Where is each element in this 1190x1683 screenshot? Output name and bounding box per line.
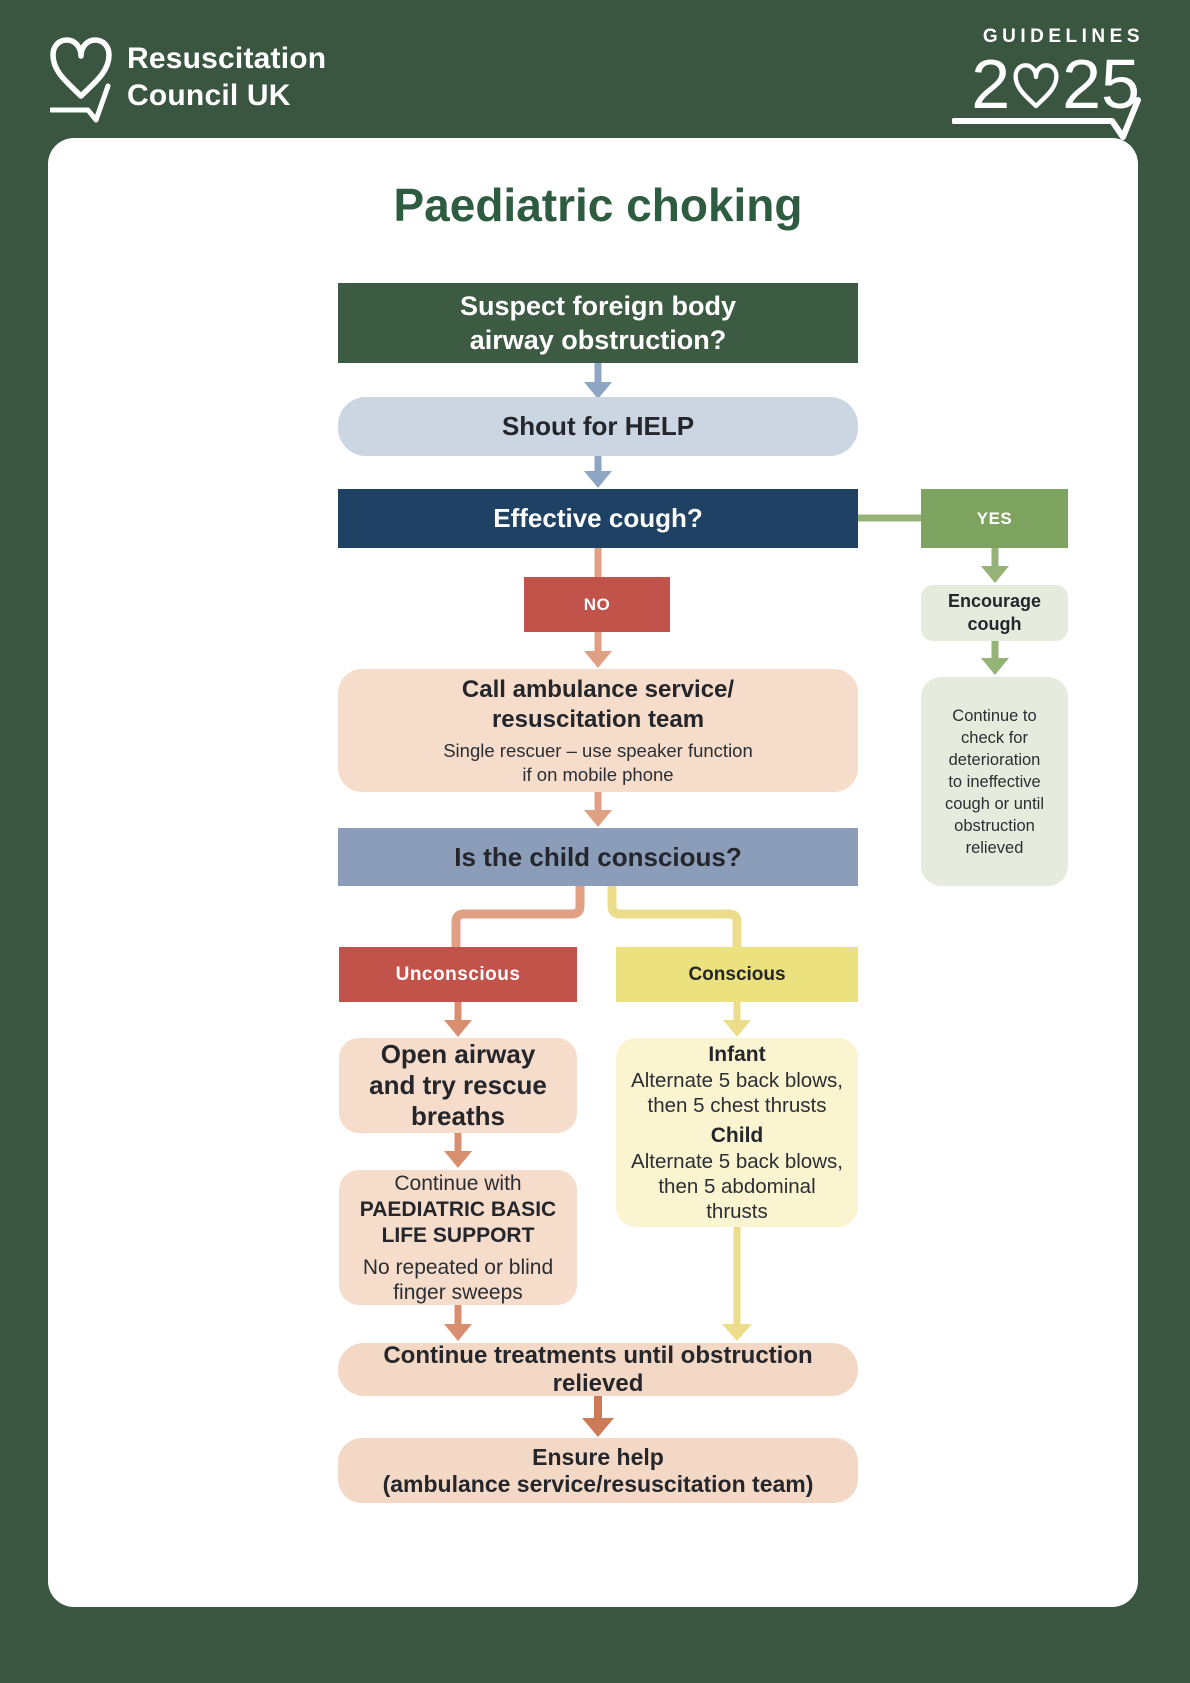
arrow-no-to-call [584, 632, 612, 668]
continue-check-line: to ineffective [948, 772, 1041, 791]
arrow-yes-to-encourage [981, 548, 1009, 583]
year-digit-left: 2 [971, 45, 1011, 123]
continue-check-line: check for [961, 728, 1028, 747]
continue-check-line: Continue to [952, 706, 1037, 725]
brand-line-2: Council UK [127, 79, 291, 112]
continue-check-line: relieved [965, 838, 1024, 857]
no-box [524, 577, 670, 632]
arrow-open-airway-to-pbls [444, 1133, 472, 1168]
brand-line-1: Resuscitation [127, 42, 327, 75]
pbls-note-line-2: finger sweeps [393, 1280, 523, 1304]
continue-check-box [921, 677, 1068, 886]
call-sub-line-1: Single rescuer – use speaker function [443, 739, 753, 761]
pbls-box [339, 1170, 577, 1305]
elbow-question-to-unconscious [456, 886, 580, 947]
continue-check-line: obstruction [954, 816, 1035, 835]
suspect-obstruction-box [338, 283, 858, 363]
shout-for-help-box [338, 397, 858, 456]
infant-heading: Infant [708, 1042, 766, 1066]
pbls-note-line-1: No repeated or blind [362, 1255, 554, 1279]
no-label: NO [583, 594, 611, 614]
open-airway-line-2: and try rescue [369, 1070, 547, 1100]
suspect-line-2: airway obstruction? [469, 325, 727, 355]
pbls-bold-line-1: PAEDIATRIC BASIC [359, 1197, 557, 1221]
child-heading: Child [710, 1123, 764, 1147]
arrow-continue-treatments-to-ensure-help [582, 1396, 614, 1437]
effective-cough-label: Effective cough? [493, 503, 703, 533]
open-airway-line-1: Open airway [380, 1039, 536, 1069]
continue-check-line: cough or until [944, 794, 1045, 813]
guidelines-label: GUIDELINES [982, 26, 1144, 47]
pbls-intro: Continue with [394, 1171, 522, 1195]
call-title-line-2: resuscitation team [491, 705, 705, 733]
infant-line-1: Alternate 5 back blows, [631, 1068, 843, 1092]
conscious-question-box [338, 828, 858, 886]
conscious-box [616, 947, 858, 1002]
child-line-1: Alternate 5 back blows, [631, 1149, 843, 1173]
elbow-question-to-conscious [612, 886, 737, 947]
arrow-unconscious-to-open-airway [444, 1002, 472, 1037]
infant-line-2: then 5 chest thrusts [647, 1093, 827, 1117]
arrow-suspect-to-shout [584, 363, 612, 399]
shout-label: Shout for HELP [501, 411, 695, 441]
conscious-label: Conscious [688, 963, 786, 985]
continue-treatments-label: Continue treatments until obstruction relieved [383, 1341, 813, 1397]
call-ambulance-box [338, 669, 858, 792]
open-airway-line-3: breaths [411, 1101, 505, 1131]
yes-label: YES [976, 508, 1013, 528]
unconscious-box [339, 947, 577, 1002]
arrow-conscious-to-infant-child [723, 1002, 751, 1037]
infant-child-box [616, 1038, 858, 1227]
encourage-line-1: Encourage [947, 591, 1042, 611]
ensure-help-line-1: Ensure help [532, 1443, 664, 1470]
unconscious-label: Unconscious [395, 963, 521, 985]
arrow-call-to-conscious-question [584, 792, 612, 827]
effective-cough-box [338, 489, 858, 548]
conscious-question-label: Is the child conscious? [454, 841, 742, 872]
child-line-3: thrusts [706, 1199, 768, 1223]
pbls-bold-line-2: LIFE SUPPORT [381, 1223, 535, 1247]
arrow-pbls-to-continue-treatments [444, 1305, 472, 1341]
call-title-line-1: Call ambulance service/ [461, 675, 735, 703]
page-title: Paediatric choking [393, 179, 803, 231]
continue-check-line: deterioration [948, 750, 1041, 769]
year-digits-right: 25 [1062, 45, 1140, 123]
yes-box [921, 489, 1068, 548]
open-airway-box [339, 1038, 577, 1133]
arrow-encourage-to-check [981, 641, 1009, 675]
call-sub-line-2: if on mobile phone [522, 763, 674, 785]
encourage-cough-box [921, 585, 1068, 641]
child-line-2: then 5 abdominal [658, 1174, 816, 1198]
suspect-line-1: Suspect foreign body [459, 291, 737, 321]
arrow-shout-to-cough [584, 456, 612, 488]
ensure-help-box [338, 1438, 858, 1503]
ensure-help-line-2: (ambulance service/resuscitation team) [382, 1470, 814, 1497]
continue-treatments-box [338, 1343, 858, 1396]
encourage-line-2: cough [967, 614, 1022, 634]
arrow-infant-child-to-continue-treatments [722, 1227, 752, 1341]
